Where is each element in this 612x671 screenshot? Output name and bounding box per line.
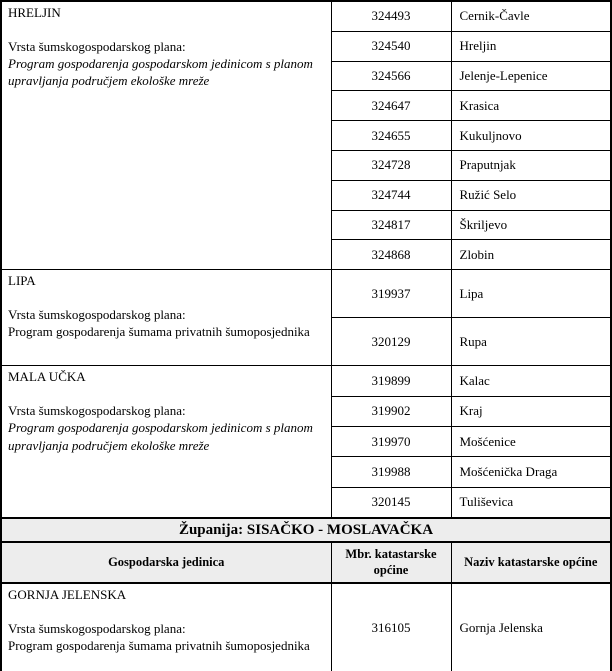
column-header-code: Mbr. katastarske općine: [331, 542, 451, 583]
cadastral-code: 319988: [331, 457, 451, 487]
cadastral-code: 324868: [331, 240, 451, 270]
cadastral-name: Cernik-Čavle: [451, 1, 611, 31]
cadastral-code: 319902: [331, 396, 451, 426]
cadastral-code: 324540: [331, 31, 451, 61]
cadastral-name: Ružić Selo: [451, 180, 611, 210]
plan-type-label: Vrsta šumskogospodarskog plana:: [8, 39, 186, 55]
cadastral-name: Hreljin: [451, 31, 611, 61]
cadastral-name: Škriljevo: [451, 210, 611, 240]
unit-name: GORNJA JELENSKA: [8, 587, 127, 603]
cadastral-code: 319899: [331, 366, 451, 396]
cadastral-name: Mošćenice: [451, 426, 611, 456]
cadastral-code: 320145: [331, 487, 451, 518]
plan-type-label: Vrsta šumskogospodarskog plana:: [8, 621, 186, 637]
unit-cell-lipa: [1, 270, 331, 366]
plan-type-value: Program gospodarenja gospodarskom jedinicom s planom upravljanja područjem ekološke mreže: [8, 56, 313, 89]
cadastral-name: Krasica: [451, 91, 611, 121]
unit-cell-mala-ucka: [1, 366, 331, 518]
cadastral-code: 316105: [331, 583, 451, 671]
cadastral-code: 324655: [331, 121, 451, 151]
cadastral-name: Kukuljnovo: [451, 121, 611, 151]
column-header-unit: Gospodarska jedinica: [1, 542, 331, 583]
cadastral-name: Kalac: [451, 366, 611, 396]
cadastral-code: 324566: [331, 61, 451, 91]
plan-type-value: Program gospodarenja šumama privatnih šumoposjednika: [8, 638, 310, 654]
cadastral-code: 320129: [331, 318, 451, 366]
county-band: Županija: SISAČKO - MOSLAVAČKA: [1, 518, 611, 542]
plan-type-label: Vrsta šumskogospodarskog plana:: [8, 403, 186, 419]
cadastral-code: 319970: [331, 426, 451, 456]
cadastral-name: Rupa: [451, 318, 611, 366]
cadastral-code: 324744: [331, 180, 451, 210]
cadastral-code: 324817: [331, 210, 451, 240]
plan-type-label: Vrsta šumskogospodarskog plana:: [8, 307, 186, 323]
unit-name: MALA UČKA: [8, 369, 86, 385]
cadastral-name: Zlobin: [451, 240, 611, 270]
plan-type-value: Program gospodarenja šumama privatnih šumoposjednika: [8, 324, 310, 340]
cadastral-name: Mošćenička Draga: [451, 457, 611, 487]
cadastral-name: Kraj: [451, 396, 611, 426]
cadastral-code: 324647: [331, 91, 451, 121]
cadastral-name: Jelenje-Lepenice: [451, 61, 611, 91]
unit-name: HRELJIN: [8, 5, 61, 20]
unit-cell-hreljin: [1, 1, 331, 270]
unit-cell-gornja-jelenska: [1, 583, 331, 671]
cadastral-name: Lipa: [451, 270, 611, 318]
cadastral-name: Tuliševica: [451, 487, 611, 518]
cadastral-code: 319937: [331, 270, 451, 318]
cadastral-name: Praputnjak: [451, 150, 611, 180]
unit-name: LIPA: [8, 273, 36, 289]
plan-type-value: Program gospodarenja gospodarskom jedinicom s planom upravljanja područjem ekološke mreže: [8, 420, 313, 453]
cadastral-code: 324728: [331, 150, 451, 180]
cadastral-name: Gornja Jelenska: [451, 583, 611, 671]
column-header-name: Naziv katastarske općine: [451, 542, 611, 583]
cadastral-code: 324493: [331, 1, 451, 31]
